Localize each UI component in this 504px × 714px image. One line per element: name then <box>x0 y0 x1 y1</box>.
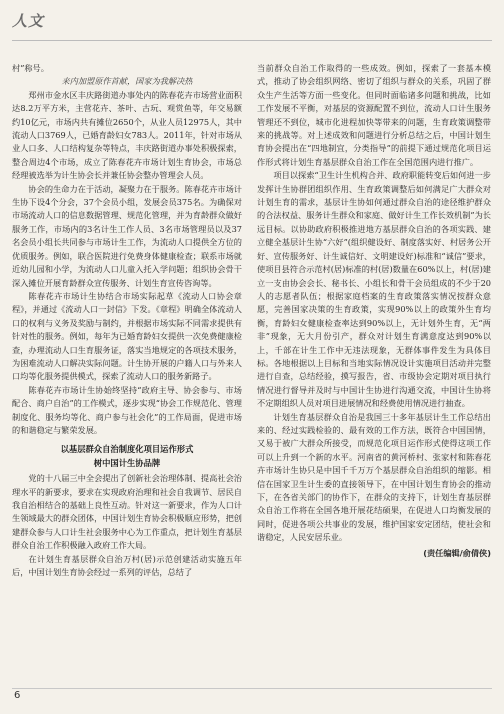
section-subtitle: 树中国计生协品牌 <box>93 457 161 468</box>
paragraph: 郑州市金水区丰庆路街道办事处内的陈春花卉市场营业面积达8.2万平方米，主营花卉、茶叶、古玩、观赏鱼等，年交易额约10亿元，市场内共有摊位2650个，从业人员12975人，其中流动人口3769人，已婚育龄妇女783人。2011年，针对市场从业人口多、人口结构复杂等特点，丰庆路街道办事处积极探索，整合周边4个市场，成立了陈春花卉市场计划生育协会，市场总经理被选举为计生协会长并兼任协会整办管理会人员。 <box>12 89 242 181</box>
paragraph: 计划生育基层群众自治是我国三十多年基层计生工作总结出来的、经过实践检验的、最有效的工作方法，既符合中国国情，又易于被广大群众所接受，而规范化项目运作形式使得这项工作可以上升到一个新的水平。河南省的黄河桥村、张家村和陈春花卉市场计生协只是中国千千万万个基层群众自治组织的缩影。相信在国家卫生计生委的直接领导下，在中国计划生育协会的推动下，在各省关部门的协作下，在群众的支持下，计划生育基层群众自治工作将在全国各地开展花结硕果，在促进人口均衡发展的同时，促进各项公共事业的发展，维护国家安定团结，使社会和谐稳定，人民安居乐业。 <box>257 411 491 543</box>
paragraph: 党的十八届三中全会提出了创新社会治理体制、提高社会治理水平的新要求，要求在实现政府治理和社会自我调节、居民自我自治相结合的基础上良性互动。针对这一新要求，作为人口计生领域最大的群众团体，中国计划生育协会积极顺应形势，把创建群众参与人口计生社会服务中心为工作重点，把计划生育基层群众自治工作积极融入政府工作大局。 <box>12 473 242 551</box>
section-subheading: 来内加盟原作首献，国家为我解决热 <box>61 76 193 87</box>
paragraph: 陈春花卉市场计生协始终坚持“政府主导、协会参与、市场配合、商户自治”的工作模式，逐步实现“协会工作规范化、管理制度化、服务均等化、商户参与社会化”的工作局面，促进市场的和谐稳定与繁荣发展。 <box>12 384 242 435</box>
footer-divider <box>12 688 492 689</box>
right-column <box>257 62 491 560</box>
magazine-logo: 人文 <box>12 12 45 30</box>
paragraph: 在计划生育基层群众自治万村(居)示范创建活动实施五年后，中国计划生育协会经过一系列的评估，总结了 <box>12 553 242 578</box>
page-number: 6 <box>14 690 21 701</box>
paragraph: 项目以探索“卫生计生机构合并、政府职能转变后如何进一步发挥计生协群团组织作用、生育政策调整后如何满足广大群众对计划生育的需求，基层计生协如何通过群众自治的途径维护群众的合法权益、服务计生群众和家庭、做好计生工作长效机制”为长远目标。以协助政府积极推进地方基层群众自治的各项实践、建立健全基层计生协“六好”(组织健设好、制度落实好、村居务公开好、宣传服务好、计生诚信好、文明建设好)标准和“诚信”要求，使项目县符合示范村(居)标准的村(居)数量在60%以上，村(居)建立一支由协会会长、秘书长、小组长和骨干会员组成的不少于20人的志愿者队伍；根据家庭档案的生育政策落实情况按群众意愿，完善国家决策的生育政策，实现90%以上的政策外生育均衡，育龄妇女健康检查率达到90%以上，无计划外生育，无“两非”现象，无大月份引产，群众对计划生育满意度达到90%以上，千部在计生工作中无违法现象，无群体事件发生为具体目标。各地根据以上目标和当地实际情况设计实施项目活动并完整进行自查，总结经验，摸写报告，省、市级协会定期对项目执行情况进行督导并及时与中国计生协进行沟通交流，中国计生协将不定期组织人员对项目进展情况和经费使用情况进行抽查。 <box>257 170 491 409</box>
paragraph: 协会的生命力在于活动，凝聚力在于服务。陈春花卉市场计生协下设4个分会，37个会员小组，发展会员375名。为确保对市场流动人口的信息数据管理、规范化管理，并为育龄群众做好服务工作，市场内的3名计生工作人员、3名市场管理员以及37名会员小组长共同参与市场计生工作，为流动人口提供全方位的优质服务。例如，联合医院进行免费身体健康检查；联系市场就近幼儿园和小学，为流动人口儿童入托入学问题；组织协会骨干深入摊位开展育龄群众宣传服务、计划生育宣传咨询等。 <box>12 183 242 288</box>
editor-credit: (责任编辑/俞倩侠) <box>423 547 491 558</box>
header-divider <box>12 40 492 41</box>
paragraph: 陈春花卉市场计生协结合市场实际起草《流动人口协会章程》，并通过《流动人口一封信》下发。《章程》明确全体流动人口的权利与义务及奖励与制约，并根据市场实际不同需求提供有针对性的服务。例如，每年为已婚育龄妇女提供一次免费健康检查，办理流动人口生育服务证，落实当地规定的各项技术服务，为困难流动人口解决实际问题。计生协开展的户籍人口与外来人口均等化服务提供模式，探索了流动人口的服务新路子。 <box>12 290 242 382</box>
page-header <box>12 10 492 58</box>
left-column <box>12 62 242 579</box>
paragraph: 当前群众自治工作取得的一些成效。例如，探索了一套基本模式，推动了协会组织网络、密切了组织与群众的关系，巩固了群众生产生活等方面一些变化。但同时面临诸多问题和挑战，比如工作发展不平衡，对基层的资源配置不到位，流动人口计生服务管理还不到位，城市化进程加快等带来的问题，生育政策调整带来的挑战等。对上述成效和问题进行分析总结之后，中国计划生育协会提出在“四地制宜，分类指导”的前提下通过规范化项目运作形式将计划生育基层群众自治工作在全国范围内进行推广。 <box>257 63 491 167</box>
paragraph: 村”称号。 <box>12 63 49 73</box>
section-title: 以基层群众自治制度化项目运作形式 <box>60 444 194 455</box>
